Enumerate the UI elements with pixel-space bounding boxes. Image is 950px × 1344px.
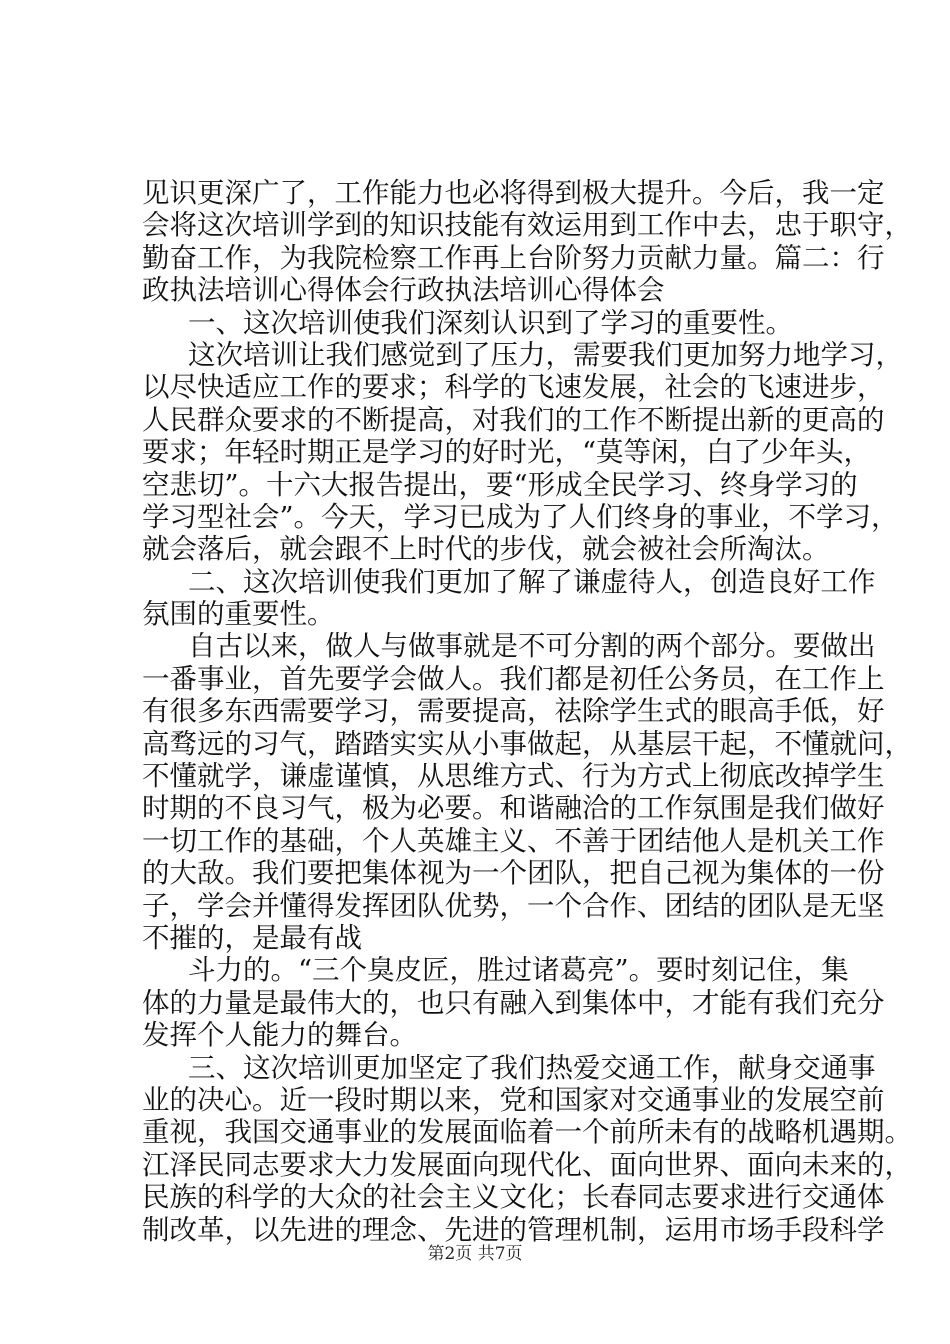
text-line: 会将这次培训学到的知识技能有效运用到工作中去，忠于职守，: [142, 209, 912, 242]
text-line: 重视，我国交通事业的发展面临着一个前所未有的战略机遇期。: [142, 1116, 912, 1149]
text-line: 子，学会并懂得发挥团队优势，一个合作、团结的团队是无坚: [142, 889, 885, 922]
text-line: 一、这次培训使我们深刻认识到了学习的重要性。: [188, 306, 793, 339]
text-line: 空悲切”。十六大报告提出，要“形成全民学习、终身学习的: [142, 468, 858, 501]
document-body: [142, 177, 912, 1246]
text-line: 人民群众要求的不断提高，对我们的工作不断提出新的更高的: [142, 403, 885, 436]
text-line: 就会落后，就会跟不上时代的步伐，就会被社会所淘汰。: [142, 533, 830, 566]
text-line: 三、这次培训更加坚定了我们热爱交通工作，献身交通事: [188, 1051, 876, 1084]
text-line: 有很多东西需要学习，需要提高，祛除学生式的眼高手低，好: [142, 695, 885, 728]
text-line: 的大敌。我们要把集体视为一个团队，把自己视为集体的一份: [142, 857, 885, 890]
text-line: 不懂就学，谦虚谨慎，从思维方式、行为方式上彻底改掉学生: [142, 760, 885, 793]
text-line: 发挥个人能力的舞台。: [142, 1019, 417, 1052]
text-line: 自古以来，做人与做事就是不可分割的两个部分。要做出: [188, 630, 876, 663]
text-line: 业的决心。近一段时期以来，党和国家对交通事业的发展空前: [142, 1083, 885, 1116]
text-line: 政执法培训心得体会行政执法培训心得体会: [142, 274, 665, 307]
page-footer: 第2页 共7页: [427, 1244, 523, 1264]
text-line: 氛围的重要性。: [142, 598, 335, 631]
text-line: 一切工作的基础，个人英雄主义、不善于团结他人是机关工作: [142, 824, 885, 857]
text-line: 高骛远的习气，踏踏实实从小事做起，从基层干起，不懂就问，: [142, 727, 912, 760]
text-line: 学习型社会”。今天，学习已成为了人们终身的事业，不学习，: [142, 500, 899, 533]
text-line: 不摧的，是最有战: [142, 921, 362, 954]
text-line: 斗力的。“三个臭皮匠，胜过诸葛亮”。要时刻记住，集: [188, 954, 849, 987]
text-line: 勤奋工作，为我院检察工作再上台阶努力贡献力量。篇二：行: [142, 241, 885, 274]
text-line: 江泽民同志要求大力发展面向现代化、面向世界、面向未来的，: [142, 1148, 912, 1181]
text-line: 一番事业，首先要学会做人。我们都是初任公务员，在工作上: [142, 662, 885, 695]
text-line: 体的力量是最伟大的，也只有融入到集体中，才能有我们充分: [142, 986, 885, 1019]
text-line: 见识更深广了，工作能力也必将得到极大提升。今后，我一定: [142, 177, 885, 209]
text-line: 时期的不良习气，极为必要。和谐融洽的工作氛围是我们做好: [142, 792, 885, 825]
text-line: 民族的科学的大众的社会主义文化；长春同志要求进行交通体: [142, 1181, 885, 1214]
text-line: 制改革，以先进的理念、先进的管理机制，运用市场手段科学: [142, 1213, 885, 1246]
text-line: 要求；年轻时期正是学习的好时光，“莫等闲，白了少年头，: [142, 436, 872, 469]
text-line: 二、这次培训使我们更加了解了谦虚待人，创造良好工作: [188, 565, 876, 598]
text-line: 这次培训让我们感觉到了压力，需要我们更加努力地学习，: [188, 338, 903, 371]
text-line: 以尽快适应工作的要求；科学的飞速发展，社会的飞速进步，: [142, 371, 885, 404]
